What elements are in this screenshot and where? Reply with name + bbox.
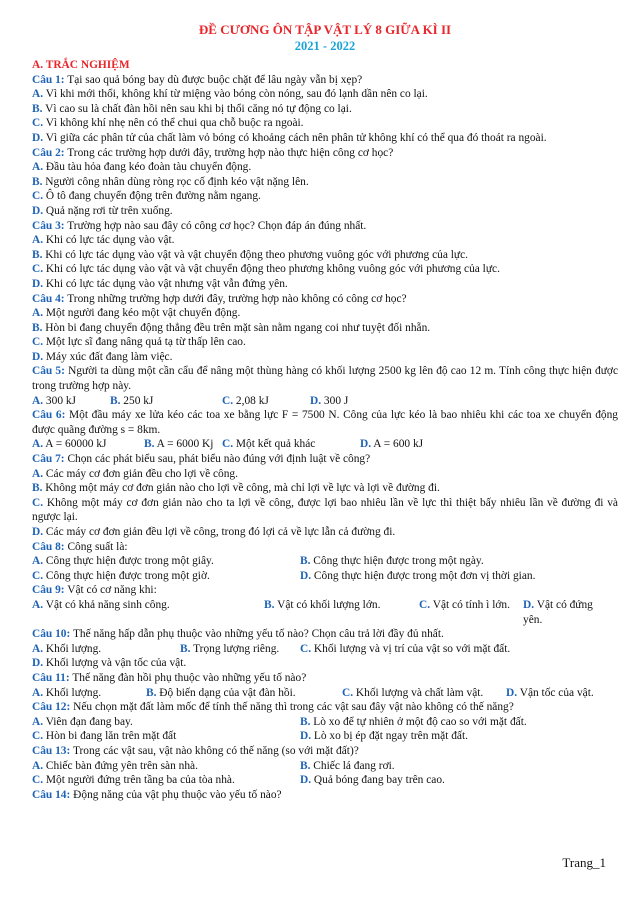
option-letter: D.	[32, 350, 44, 363]
question-stem	[32, 146, 618, 161]
option-text: Công thực hiện được trong một giây.	[43, 555, 214, 568]
option-letter: B.	[264, 598, 275, 611]
answer-row	[32, 729, 618, 744]
answer-option	[222, 394, 310, 409]
option-letter: C.	[32, 263, 44, 276]
question-stem	[32, 788, 618, 803]
answer-option	[222, 437, 360, 452]
answer-option	[32, 277, 618, 292]
option-text: Khối lượng và vận tốc của vật.	[43, 657, 187, 670]
answer-option	[32, 204, 618, 219]
answer-option	[32, 686, 146, 701]
answer-row	[32, 598, 618, 627]
option-text: Quả bóng đang bay trên cao.	[311, 774, 445, 787]
question-number: Câu 6:	[32, 409, 66, 422]
question-stem	[32, 583, 618, 598]
option-letter: D.	[32, 131, 44, 144]
question-number: Câu 8:	[32, 540, 65, 553]
option-letter: C.	[300, 642, 312, 655]
option-letter: C.	[32, 774, 44, 787]
question-stem	[32, 627, 618, 642]
answer-row	[32, 394, 618, 409]
option-text: Vật có khối lượng lớn.	[274, 598, 381, 611]
option-letter: A.	[32, 234, 44, 247]
document-page	[32, 22, 618, 802]
option-text: Khối lượng và chất làm vật.	[353, 686, 484, 699]
option-text: Một kết quả khác	[233, 438, 316, 451]
question-stem	[32, 73, 618, 88]
answer-option	[32, 569, 300, 584]
answer-option	[300, 759, 395, 774]
option-letter: B.	[32, 321, 43, 334]
option-letter: A.	[32, 759, 44, 772]
answer-option	[32, 233, 618, 248]
option-letter: B.	[300, 555, 311, 568]
question-text: Công suất là:	[64, 540, 128, 553]
answer-row	[32, 554, 618, 569]
question-stem	[32, 671, 618, 686]
answer-option	[32, 481, 618, 496]
option-letter: C.	[32, 569, 44, 582]
option-text: Không một máy cơ đơn giản nào cho ta lợi về công, được lợi bao nhiêu lần về lực thì thiệt bấy nhiêu lần về đường đi và ngược lại.	[32, 496, 618, 524]
answer-row	[32, 437, 618, 452]
option-text: Quả nặng rơi từ trên xuống.	[43, 204, 173, 217]
question-text: Tại sao quả bóng bay dù được buộc chặt để lâu ngày vẫn bị xẹp?	[64, 73, 363, 86]
answer-option	[32, 87, 618, 102]
question-number: Câu 12:	[32, 701, 71, 714]
question-number: Câu 7:	[32, 453, 65, 466]
option-text: Khối lượng.	[43, 642, 102, 655]
option-text: Công thực hiện được trong một đơn vị thời gian.	[311, 569, 536, 582]
option-text: Khối lượng.	[43, 686, 102, 699]
answer-option	[32, 335, 618, 350]
option-letter: B.	[32, 482, 43, 495]
option-letter: D.	[300, 774, 312, 787]
answer-option	[32, 496, 618, 525]
answer-option	[180, 642, 300, 657]
question-text: Nếu chọn mặt đất làm mốc để tính thế năng thì trong các vật sau đây vật nào không có thế năng?	[70, 701, 514, 714]
title-text: ĐỀ CƯƠNG ÔN TẬP VẬT LÝ 8 GIỮA KÌ II	[198, 22, 452, 37]
option-text: 2,08 kJ	[233, 394, 269, 407]
option-letter: C.	[32, 117, 44, 130]
document-title	[32, 22, 618, 54]
answer-option	[419, 598, 523, 627]
question-stem	[32, 408, 618, 437]
option-letter: B.	[180, 642, 191, 655]
option-letter: C.	[222, 438, 234, 451]
option-letter: D.	[360, 438, 372, 451]
answer-option	[32, 262, 618, 277]
question-number: Câu 2:	[32, 146, 65, 159]
answer-option	[32, 394, 110, 409]
answer-row	[32, 642, 618, 657]
answer-option	[32, 248, 618, 263]
answer-option	[32, 350, 618, 365]
option-text: Các máy cơ đơn giản đều cho lợi về công.	[43, 467, 238, 480]
question-number: Câu 4:	[32, 292, 65, 305]
option-text: Không một máy cơ đơn giản nào cho lợi về công, mà chỉ lợi về lực và lợi về đường đi.	[42, 482, 440, 495]
answer-option	[32, 131, 618, 146]
option-letter: A.	[32, 642, 44, 655]
option-letter: C.	[419, 598, 431, 611]
school-year: 2021 - 2022	[294, 39, 356, 53]
answer-row	[32, 715, 618, 730]
option-text: Vật có khả năng sinh công.	[43, 598, 170, 611]
option-text: Một người đang kéo một vật chuyển động.	[43, 307, 241, 320]
question-list	[32, 73, 618, 803]
option-letter: B.	[146, 686, 157, 699]
option-text: 300 J	[321, 394, 349, 407]
section-heading: A. TRẮC NGHIỆM	[32, 59, 130, 71]
answer-option	[32, 306, 618, 321]
answer-option	[310, 394, 348, 409]
option-text: Vì cao su là chất đàn hồi nên sau khi bị thổi căng nó tự động co lại.	[42, 102, 352, 115]
option-letter: A.	[32, 161, 44, 174]
question-text: Động năng của vật phụ thuộc vào yếu tố nào?	[70, 788, 282, 801]
option-text: Một người đứng trên tầng ba của tòa nhà.	[43, 774, 235, 787]
option-text: Viên đạn đang bay.	[43, 715, 133, 728]
option-text: Vì giữa các phân tử của chất làm vỏ bóng có khoảng cách nên phân tử không khí có thể qua đó thoát ra ngoài.	[43, 131, 547, 144]
option-letter: A.	[32, 686, 44, 699]
option-letter: D.	[32, 657, 44, 670]
option-letter: D.	[523, 598, 535, 611]
answer-option	[32, 175, 618, 190]
question-text: Vật có cơ năng khi:	[64, 584, 157, 597]
option-letter: A.	[32, 88, 44, 101]
question-stem	[32, 452, 618, 467]
answer-row	[32, 759, 618, 774]
option-letter: C.	[32, 190, 44, 203]
answer-option	[300, 715, 527, 730]
answer-option	[300, 554, 484, 569]
option-letter: C.	[32, 730, 44, 743]
option-letter: A.	[32, 394, 44, 407]
option-text: Chiếc lá đang rơi.	[310, 759, 395, 772]
option-letter: C.	[222, 394, 234, 407]
option-letter: D.	[506, 686, 518, 699]
option-text: Công thực hiện được trong một giờ.	[43, 569, 210, 582]
option-text: Lò xo để tự nhiên ở một độ cao so với mặt đất.	[310, 715, 527, 728]
answer-option	[523, 598, 613, 627]
question-stem	[32, 219, 618, 234]
question-number: Câu 5:	[32, 365, 65, 378]
option-text: Ô tô đang chuyển động trên đường nằm ngang.	[43, 190, 261, 203]
option-text: 300 kJ	[43, 394, 76, 407]
answer-option	[300, 729, 468, 744]
option-letter: B.	[32, 248, 43, 261]
answer-option	[32, 321, 618, 336]
option-text: A = 60000 kJ	[43, 438, 107, 451]
option-letter: D.	[300, 569, 312, 582]
option-text: Khi có lực tác dụng vào vật và vật chuyển động theo phương vuông góc với phương của lực.	[42, 248, 468, 261]
question-text: Trường hợp nào sau đây có công cơ học? Chọn đáp án đúng nhất.	[64, 219, 367, 232]
option-text: Vì không khí nhẹ nên có thể chui qua chỗ buộc ra ngoài.	[43, 117, 304, 130]
option-text: Khi có lực tác dụng vào vật.	[43, 234, 175, 247]
question-number: Câu 1:	[32, 73, 65, 86]
question-text: Chọn các phát biểu sau, phát biểu nào đúng với định luật về công?	[64, 453, 371, 466]
option-letter: A.	[32, 598, 44, 611]
answer-option	[32, 525, 618, 540]
option-text: Lò xo bị ép đặt ngay trên mặt đất.	[311, 730, 468, 743]
option-letter: C.	[32, 336, 44, 349]
option-letter: C.	[32, 496, 44, 509]
question-number: Câu 14:	[32, 788, 71, 801]
question-stem	[32, 540, 618, 555]
option-letter: D.	[300, 730, 312, 743]
answer-option	[300, 569, 535, 584]
option-letter: A.	[32, 467, 44, 480]
option-letter: B.	[300, 759, 311, 772]
answer-option	[144, 437, 222, 452]
option-letter: B.	[32, 102, 43, 115]
question-text: Thế năng đàn hồi phụ thuộc vào những yếu tố nào?	[69, 671, 307, 684]
answer-option	[32, 729, 300, 744]
option-letter: B.	[300, 715, 311, 728]
question-text: Một đầu máy xe lửa kéo các toa xe bằng lực F = 7500 N. Công của lực kéo là bao nhiêu khi các toa xe chuyển động được quãng đường s = 8km.	[32, 409, 618, 436]
option-text: Độ biến dạng của vật đàn hồi.	[156, 686, 296, 699]
option-text: A = 600 kJ	[371, 438, 424, 451]
option-text: Khi có lực tác dụng vào vật và vật chuyển động theo phương không vuông góc với phương của lực.	[43, 263, 500, 276]
option-letter: B.	[110, 394, 121, 407]
option-text: Vận tốc của vật.	[517, 686, 594, 699]
option-text: Máy xúc đất đang làm việc.	[43, 350, 173, 363]
answer-option	[360, 437, 500, 452]
question-stem	[32, 744, 618, 759]
option-text: Người công nhân dùng ròng rọc cố định kéo vật nặng lên.	[42, 175, 309, 188]
question-text: Trong các trường hợp dưới đây, trường hợp nào thực hiện công cơ học?	[64, 146, 394, 159]
option-letter: D.	[32, 277, 44, 290]
option-text: Hòn bi đang lăn trên mặt đất	[43, 730, 177, 743]
question-text: Trong những trường hợp dưới đây, trường hợp nào không có công cơ học?	[64, 292, 407, 305]
answer-row	[32, 773, 618, 788]
answer-row	[32, 569, 618, 584]
option-text: Hòn bi đang chuyển động thẳng đều trên mặt sàn nằm ngang coi như tuyệt đối nhẵn.	[42, 321, 431, 334]
question-text: Thế năng hấp dẫn phụ thuộc vào những yếu tố nào? Chọn câu trả lời đầy đủ nhất.	[70, 628, 444, 641]
answer-option	[32, 598, 264, 627]
option-text: Khối lượng và vị trí của vật so với mặt đất.	[311, 642, 511, 655]
answer-option	[32, 116, 618, 131]
answer-option	[32, 759, 300, 774]
question-stem	[32, 364, 618, 393]
question-number: Câu 3:	[32, 219, 65, 232]
option-letter: A.	[32, 438, 44, 451]
option-text: Đầu tàu hỏa đang kéo đoàn tàu chuyển động.	[43, 161, 252, 174]
answer-row	[32, 686, 618, 701]
option-letter: C.	[342, 686, 354, 699]
option-letter: B.	[144, 438, 155, 451]
option-text: Vì khi mới thổi, không khí từ miệng vào bóng còn nóng, sau đó lạnh dần nên co lại.	[43, 88, 428, 101]
question-text: Người ta dùng một cần cẩu để nâng một thùng hàng có khối lượng 2500 kg lên độ cao 12 m. Tính công thực hiện được trong trường hợp này.	[32, 365, 619, 393]
option-text: Trọng lượng riêng.	[190, 642, 280, 655]
option-text: A = 6000 Kj	[154, 438, 214, 451]
answer-option	[32, 554, 300, 569]
answer-option	[32, 642, 180, 657]
question-number: Câu 11:	[32, 671, 70, 684]
question-number: Câu 10:	[32, 628, 71, 641]
question-stem	[32, 700, 618, 715]
option-text: Một lực sĩ đang nâng quả tạ từ thấp lên cao.	[43, 336, 246, 349]
answer-option	[342, 686, 506, 701]
question-text: Trong các vật sau, vật nào không có thế năng (so với mặt đất)?	[70, 744, 359, 757]
answer-option	[110, 394, 222, 409]
question-number: Câu 13:	[32, 744, 71, 757]
answer-option	[32, 656, 618, 671]
option-letter: B.	[32, 175, 43, 188]
question-number: Câu 9:	[32, 584, 65, 597]
option-text: Các máy cơ đơn giản đều lợi về công, trong đó lợi cả về lực lẫn cả đường đi.	[43, 526, 396, 538]
option-letter: D.	[310, 394, 322, 407]
answer-option	[32, 189, 618, 204]
answer-option	[32, 715, 300, 730]
option-letter: A.	[32, 307, 44, 320]
option-text: 250 kJ	[120, 394, 154, 407]
answer-option	[506, 686, 618, 701]
option-letter: D.	[32, 526, 44, 538]
option-text: Chiếc bàn đứng yên trên sàn nhà.	[43, 759, 198, 772]
page-number: Trang_1	[562, 855, 606, 870]
option-text: Vật có tính ì lớn.	[430, 598, 510, 611]
answer-option	[32, 160, 618, 175]
answer-option	[300, 642, 610, 657]
question-stem	[32, 292, 618, 307]
answer-option	[264, 598, 419, 627]
option-text: Công thực hiện được trong một ngày.	[310, 555, 484, 568]
option-letter: A.	[32, 555, 44, 568]
answer-option	[32, 773, 300, 788]
answer-option	[146, 686, 342, 701]
answer-option	[300, 773, 445, 788]
answer-option	[32, 467, 618, 482]
option-letter: A.	[32, 715, 44, 728]
answer-option	[32, 437, 144, 452]
option-text: Vật có đứng yên.	[523, 598, 593, 626]
option-text: Khi có lực tác dụng vào vật nhưng vật vẫn đứng yên.	[43, 277, 288, 290]
option-letter: D.	[32, 204, 44, 217]
answer-option	[32, 102, 618, 117]
